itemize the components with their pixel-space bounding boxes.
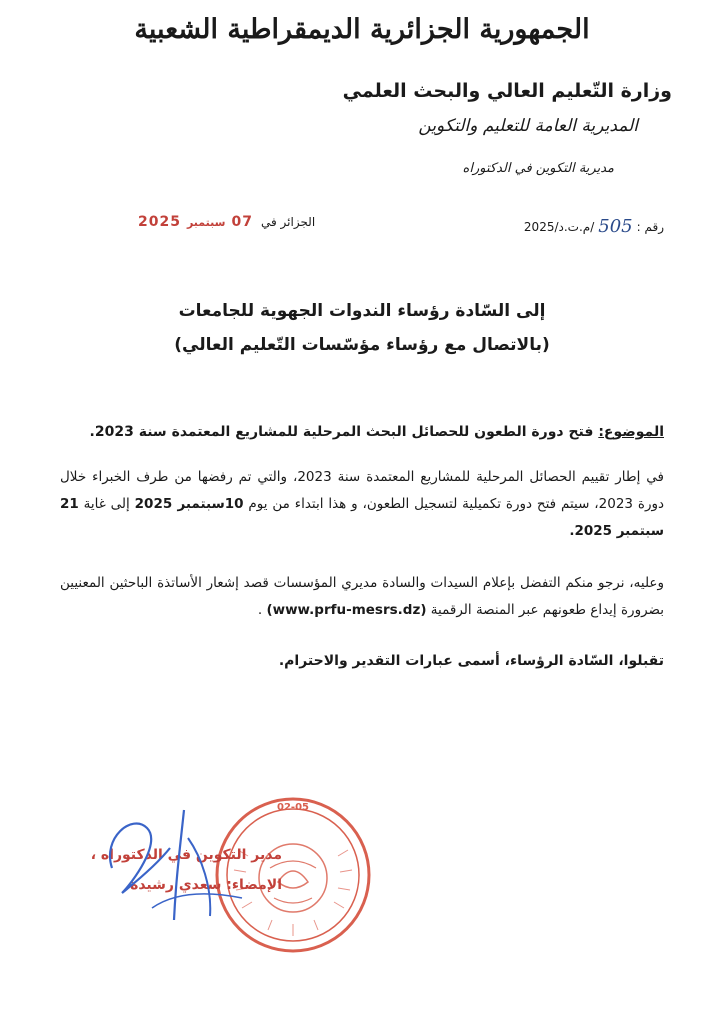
addressee-line-2: (بالاتصال مع رؤساء مؤسّسات التّعليم العالي) xyxy=(174,335,550,355)
p1-start-date: 10سبتمبر 2025 xyxy=(134,496,244,512)
subject-text: فتح دورة الطعون للحصائل البحث المرحلية للمشاريع المعتمدة سنة 2023. xyxy=(89,424,599,440)
date-stamp xyxy=(138,214,253,230)
date-month: سبتمبر xyxy=(186,215,226,229)
ministry-name: وزارة التّعليم العالي والبحث العلمي xyxy=(342,80,672,102)
handwritten-signature xyxy=(92,798,282,928)
reference-label: رقم : xyxy=(636,219,664,234)
sub-directorate-name: مديرية التكوين في الدكتوراه xyxy=(462,161,614,176)
body-paragraph-2 xyxy=(60,570,664,624)
signatory-name: الإمضاء: سعدي رشيدة xyxy=(130,877,282,893)
p1-text-c: إلى غاية xyxy=(78,496,135,512)
date-year: 2025 xyxy=(138,214,181,230)
date-line xyxy=(138,214,315,230)
p1-end-date: 21 سبتمبر 2025. xyxy=(60,496,664,539)
addressee-block xyxy=(0,294,724,362)
addressee-line-1: إلى السّادة رؤساء الندوات الجهوية للجامعات xyxy=(178,301,546,321)
stamp-code: 02-05 xyxy=(277,802,309,813)
subject-label: الموضوع: xyxy=(598,424,664,440)
reference-number: 505 xyxy=(598,216,633,237)
reference-line xyxy=(524,216,664,237)
subject-line xyxy=(60,424,664,440)
signatory-title: مدير التكوين في الدكتوراه ، xyxy=(90,847,282,863)
p2-end: . xyxy=(257,602,267,618)
date-day: 07 xyxy=(231,214,253,230)
body-paragraph-1 xyxy=(60,464,664,545)
reference-suffix: /م.ت.د/2025 xyxy=(523,219,595,234)
p2-text: وعليه، نرجو منكم التفضل بإعلام السيدات والسادة مديري المؤسسات قصد إشعار الأساتذة الباحثين المعنيين بضرورة إيداع طعونهم عبر المنصة الرقمية xyxy=(60,575,664,618)
directorate-name: المديرية العامة للتعليم والتكوين xyxy=(418,116,638,136)
p1-text-a: في إطار تقييم الحصائل المرحلية للمشاريع المعتمدة سنة 2023، والتي تم رفضها من طرف الخبراء خلال دورة 2023، سيتم فتح دورة تكميلية لتسجيل الطعون، و هذا ابتداء من يوم xyxy=(60,469,665,512)
closing-salutation: تقبلوا، السّادة الرؤساء، أسمى عبارات التقدير والاحترام. xyxy=(278,653,664,669)
date-place: الجزائر في xyxy=(260,215,316,229)
republic-heading: الجمهورية الجزائرية الديمقراطية الشعبية xyxy=(134,14,590,45)
platform-url: (www.prfu-mesrs.dz) xyxy=(266,602,427,618)
